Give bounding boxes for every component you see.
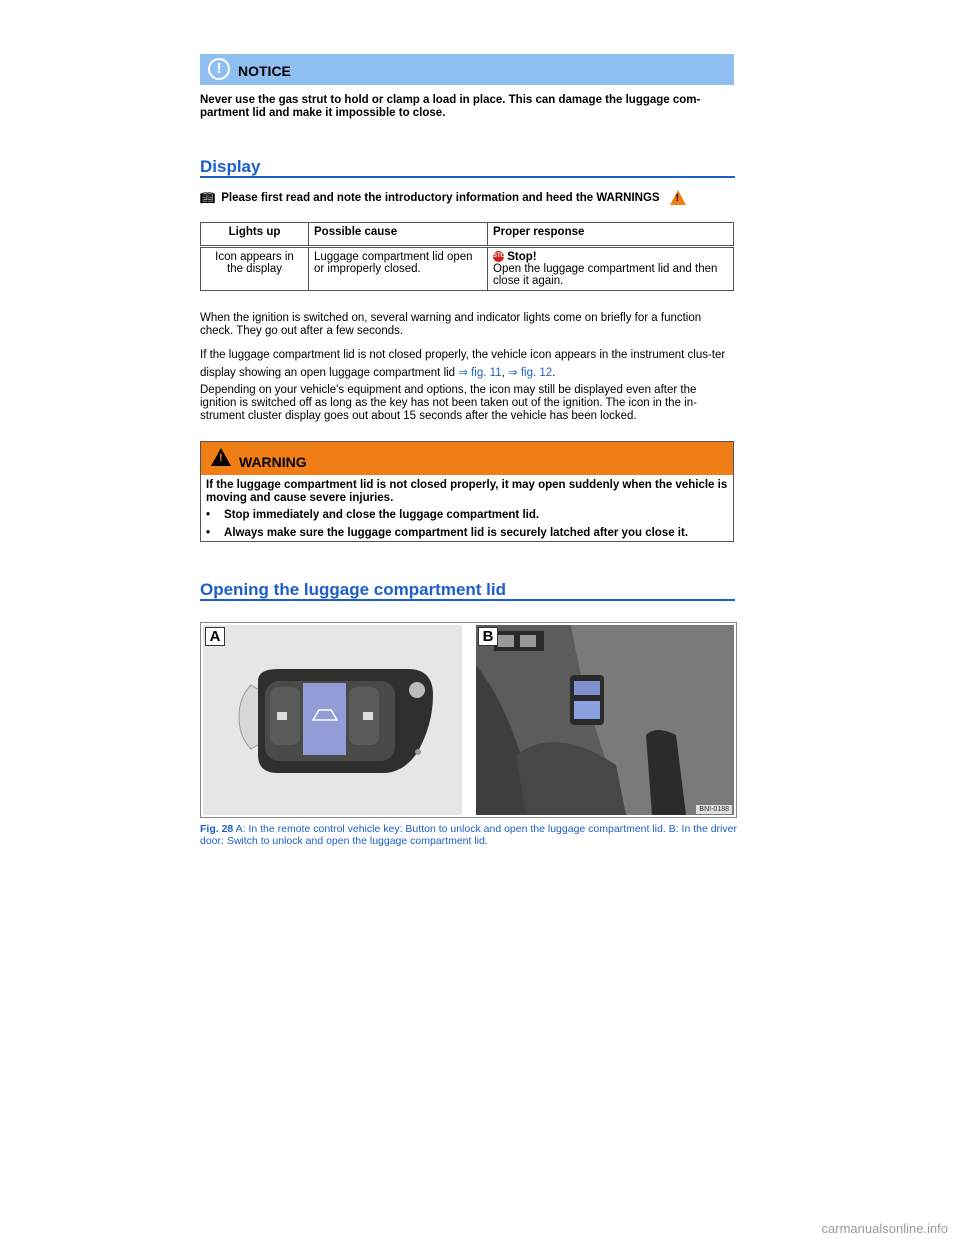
fig-12-link[interactable]: ⇒ fig. 12 — [507, 367, 553, 379]
section-heading-opening: Opening the luggage compartment lid — [200, 580, 507, 599]
table-header: Lights up — [201, 223, 309, 247]
figure-28 — [200, 622, 737, 818]
caption-label: Fig. 28 — [200, 823, 234, 835]
heading-rule — [200, 599, 735, 601]
figure-code: BNI-0188 — [696, 805, 732, 814]
paragraph: Depending on your vehicle's equipment and options, the icon may still be displayed even after the ignition is switched off as long as the key has not been taken out of the ignition. The icon in the in-strument cluster display goes out about 15 seconds after the vehicle has been locked. — [200, 384, 697, 422]
warning-title: WARNING — [239, 454, 307, 470]
response-text: Open the luggage compartment lid and then close it again. — [493, 263, 718, 287]
driver-door-photo — [476, 625, 734, 815]
intro-text: Please first read and note the introductory information and heed the WARNINGS — [221, 191, 660, 204]
section-heading-display: Display — [200, 157, 261, 176]
display-table — [200, 222, 734, 291]
stop-icon: STOP — [493, 251, 504, 262]
panel-label-b: B — [478, 627, 498, 646]
warning-bullet: • Always make sure the luggage compartment lid is securely latched after you close it. — [206, 527, 689, 539]
paragraph: If the luggage compartment lid is not closed properly, the vehicle icon appears in the instrument clus-ter display showing an open luggage compartment lid ⇒ fig. 11, ⇒ fig. 12. — [200, 349, 726, 379]
remote-key-illustration — [203, 625, 462, 815]
heading-rule — [200, 176, 735, 178]
paragraph: When the ignition is switched on, several warning and indicator lights come on briefly for a function check. They go out after a few seconds. — [200, 312, 702, 337]
caption-text: A: In the remote control vehicle key: Button to unlock and open the luggage compartment lid. B: In the driver door: Switch to unlock and open the luggage compartment lid. — [200, 823, 737, 847]
watermark: carmanualsonline.info — [821, 1221, 948, 1236]
warning-bullet: • Stop immediately and close the luggage compartment lid. — [206, 509, 540, 521]
figure-caption — [200, 823, 740, 847]
warning-box — [200, 441, 734, 542]
panel-label-a: A — [205, 627, 225, 646]
table-header: Proper response — [488, 223, 734, 247]
table-cell: Icon appears in the display — [201, 247, 309, 291]
notice-text: Never use the gas strut to hold or clamp a load in place. This can damage the luggage com-partment lid and make it impossible to close. — [200, 94, 701, 119]
warning-header — [201, 442, 733, 475]
notice-title: NOTICE — [238, 63, 291, 79]
intro-note — [200, 190, 686, 205]
stop-label: Stop! — [507, 251, 537, 263]
table-header: Possible cause — [309, 223, 488, 247]
warning-triangle-icon: ! — [670, 190, 686, 205]
fig-11-link[interactable]: ⇒ fig. 11 — [458, 367, 502, 379]
book-icon: 📖︎ — [200, 190, 216, 205]
exclamation-circle-icon: ! — [208, 58, 230, 80]
table-cell — [488, 247, 734, 291]
table-row — [201, 247, 734, 291]
warning-triangle-icon: ! — [211, 448, 231, 466]
table-cell: Luggage compartment lid open or improperly closed. — [309, 247, 488, 291]
warning-text: If the luggage compartment lid is not closed properly, it may open suddenly when the vehicle is moving and cause severe injuries. — [206, 479, 728, 504]
notice-header — [200, 54, 734, 85]
